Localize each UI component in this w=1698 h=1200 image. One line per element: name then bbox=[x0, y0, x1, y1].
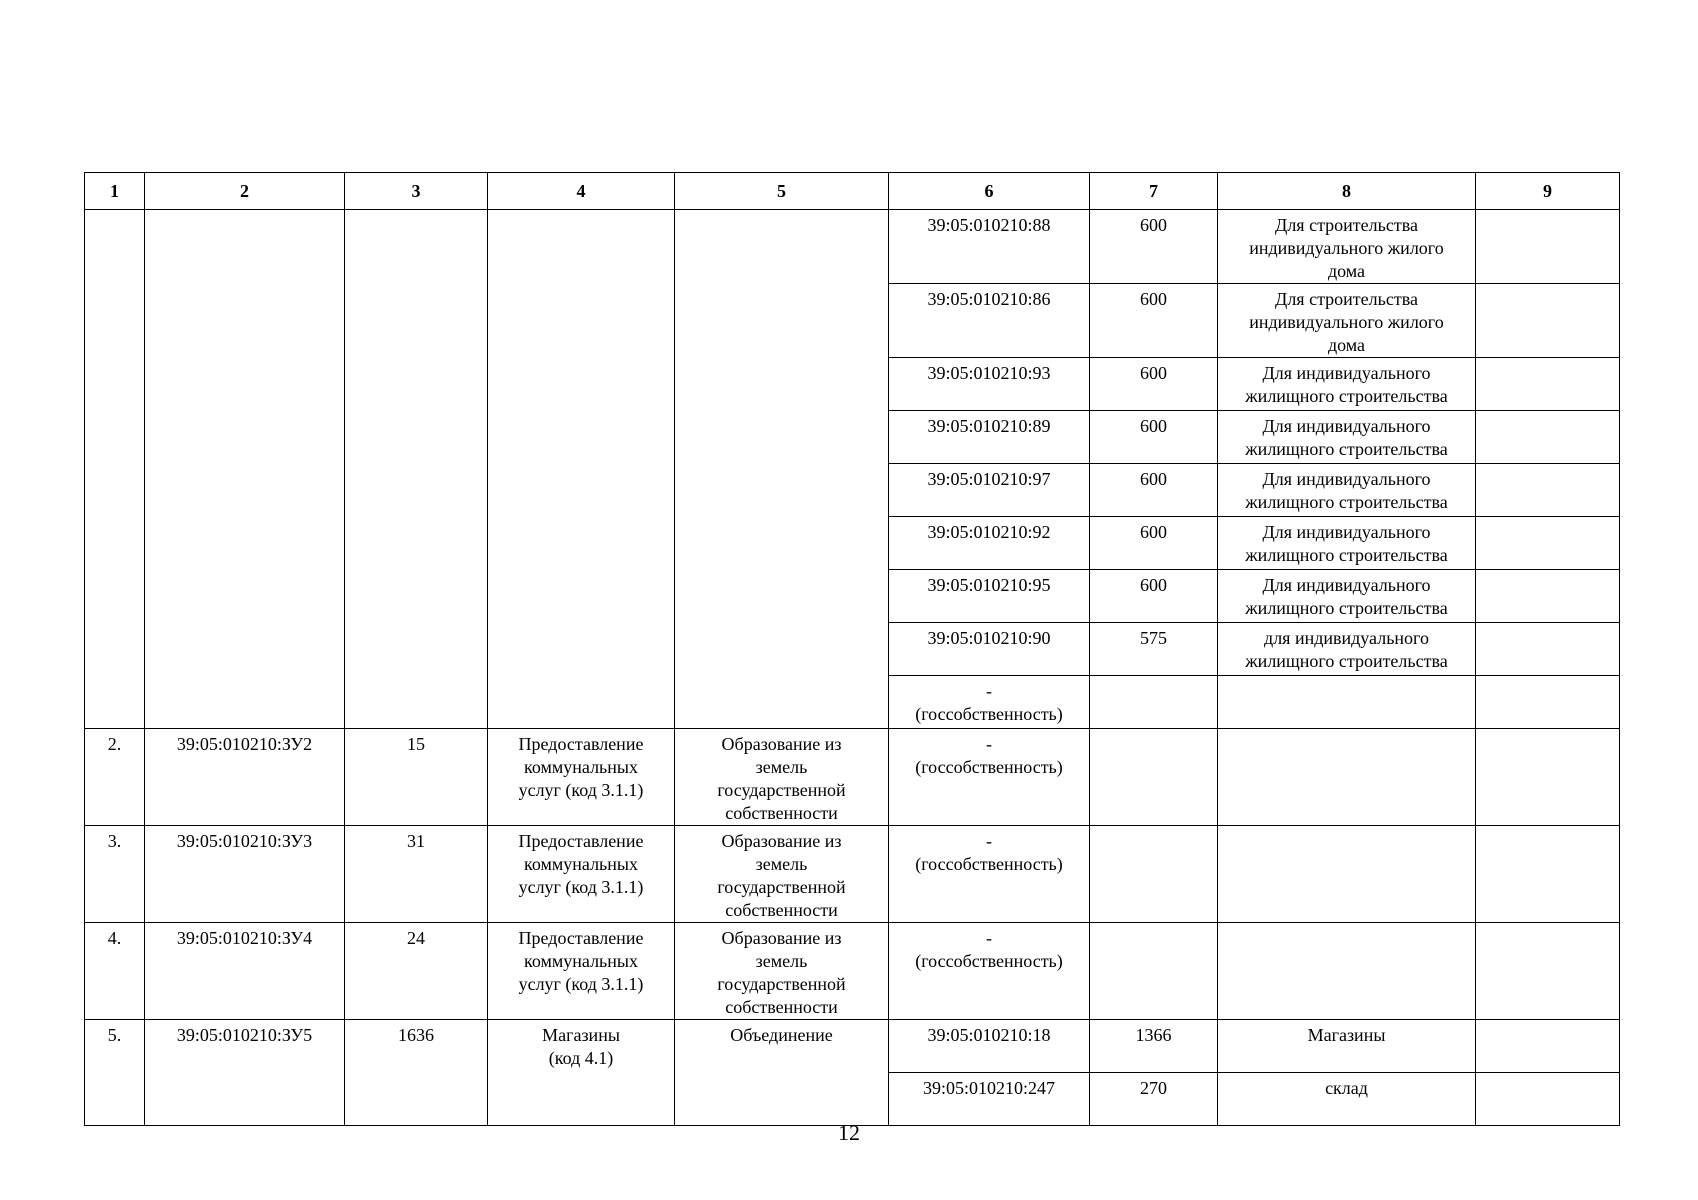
cadastral-number-cell: - (госсобственность) bbox=[889, 923, 1090, 1020]
cadastral-number-cell: 39:05:010210:89 bbox=[889, 411, 1090, 464]
table-cell bbox=[345, 517, 488, 570]
table-row bbox=[85, 826, 1620, 923]
table-cell bbox=[1476, 284, 1620, 358]
plot-area-cell: 1636 bbox=[345, 1020, 488, 1073]
cadastral-number-cell: 39:05:010210:247 bbox=[889, 1073, 1090, 1126]
table-row bbox=[85, 729, 1620, 826]
area-cell: 600 bbox=[1090, 464, 1218, 517]
table-cell bbox=[345, 358, 488, 411]
plot-area-cell: 31 bbox=[345, 826, 488, 923]
column-header: 1 bbox=[85, 173, 145, 210]
table-cell bbox=[675, 570, 889, 623]
cadastral-number-cell: 39:05:010210:18 bbox=[889, 1020, 1090, 1073]
table-cell bbox=[488, 1073, 675, 1126]
table-cell bbox=[145, 284, 345, 358]
cadastral-number-cell: 39:05:010210:92 bbox=[889, 517, 1090, 570]
table-cell bbox=[145, 464, 345, 517]
table-cell bbox=[1476, 210, 1620, 284]
column-header: 8 bbox=[1218, 173, 1476, 210]
area-cell: 1366 bbox=[1090, 1020, 1218, 1073]
plot-designation-cell: 39:05:010210:ЗУ3 bbox=[145, 826, 345, 923]
table-cell bbox=[345, 464, 488, 517]
table-cell bbox=[1476, 1073, 1620, 1126]
table-cell bbox=[345, 570, 488, 623]
area-cell: 600 bbox=[1090, 358, 1218, 411]
row-number-cell: 4. bbox=[85, 923, 145, 1020]
table-cell bbox=[488, 517, 675, 570]
table-cell bbox=[145, 358, 345, 411]
column-header: 6 bbox=[889, 173, 1090, 210]
row-number-cell: 5. bbox=[85, 1020, 145, 1073]
table-cell bbox=[675, 1073, 889, 1126]
table-row bbox=[85, 210, 1620, 284]
column-header: 7 bbox=[1090, 173, 1218, 210]
table-cell bbox=[85, 517, 145, 570]
area-cell: 575 bbox=[1090, 623, 1218, 676]
table-cell bbox=[675, 210, 889, 284]
table-cell bbox=[145, 570, 345, 623]
cadastral-number-cell: - (госсобственность) bbox=[889, 826, 1090, 923]
permitted-use-cell: Для строительства индивидуального жилого дома bbox=[1218, 210, 1476, 284]
column-header: 5 bbox=[675, 173, 889, 210]
table-cell bbox=[488, 464, 675, 517]
table-cell bbox=[1476, 570, 1620, 623]
table-cell bbox=[675, 284, 889, 358]
table-cell bbox=[345, 284, 488, 358]
table-cell bbox=[145, 623, 345, 676]
table-cell bbox=[1476, 729, 1620, 826]
permitted-use-cell: для индивидуального жилищного строительства bbox=[1218, 623, 1476, 676]
table-row bbox=[85, 923, 1620, 1020]
table-cell bbox=[85, 676, 145, 729]
plot-area-cell: 15 bbox=[345, 729, 488, 826]
table-cell bbox=[345, 210, 488, 284]
table-row bbox=[85, 464, 1620, 517]
plot-designation-cell: 39:05:010210:ЗУ2 bbox=[145, 729, 345, 826]
table-cell bbox=[675, 517, 889, 570]
formation-method-cell: Образование из земель государственной собственности bbox=[675, 729, 889, 826]
plot-area-cell: 24 bbox=[345, 923, 488, 1020]
table-row bbox=[85, 517, 1620, 570]
table-cell bbox=[675, 358, 889, 411]
table-row bbox=[85, 1073, 1620, 1126]
formation-method-cell: Образование из земель государственной собственности bbox=[675, 923, 889, 1020]
plot-designation-cell: 39:05:010210:ЗУ4 bbox=[145, 923, 345, 1020]
area-cell: 600 bbox=[1090, 284, 1218, 358]
table-cell bbox=[1476, 1020, 1620, 1073]
table-row bbox=[85, 411, 1620, 464]
table-cell bbox=[85, 284, 145, 358]
table-cell bbox=[85, 358, 145, 411]
area-cell: 600 bbox=[1090, 517, 1218, 570]
permitted-use-cell: Для индивидуального жилищного строительства bbox=[1218, 411, 1476, 464]
table-cell bbox=[1476, 623, 1620, 676]
table-cell bbox=[488, 358, 675, 411]
permitted-use-cell bbox=[1218, 826, 1476, 923]
table-cell bbox=[145, 676, 345, 729]
permitted-use-cell: Предоставление коммунальных услуг (код 3.1.1) bbox=[488, 826, 675, 923]
table-row bbox=[85, 1020, 1620, 1073]
cadastral-number-cell: 39:05:010210:97 bbox=[889, 464, 1090, 517]
table-cell bbox=[675, 623, 889, 676]
table-cell bbox=[488, 284, 675, 358]
permitted-use-cell: Для индивидуального жилищного строительства bbox=[1218, 464, 1476, 517]
table-cell bbox=[345, 411, 488, 464]
table-cell bbox=[488, 210, 675, 284]
permitted-use-cell bbox=[1218, 923, 1476, 1020]
table-cell bbox=[345, 623, 488, 676]
table-cell bbox=[1476, 464, 1620, 517]
table-cell bbox=[85, 1073, 145, 1126]
table-cell bbox=[345, 1073, 488, 1126]
table-row bbox=[85, 676, 1620, 729]
area-cell: 270 bbox=[1090, 1073, 1218, 1126]
table-row bbox=[85, 570, 1620, 623]
cadastral-number-cell: 39:05:010210:93 bbox=[889, 358, 1090, 411]
table-cell bbox=[85, 623, 145, 676]
row-number-cell: 3. bbox=[85, 826, 145, 923]
plot-designation-cell: 39:05:010210:ЗУ5 bbox=[145, 1020, 345, 1073]
table-cell bbox=[145, 411, 345, 464]
table-row bbox=[85, 623, 1620, 676]
table-cell bbox=[488, 411, 675, 464]
formation-method-cell: Объединение bbox=[675, 1020, 889, 1073]
permitted-use-cell: Для индивидуального жилищного строительства bbox=[1218, 358, 1476, 411]
formation-method-cell: Образование из земель государственной собственности bbox=[675, 826, 889, 923]
table-cell bbox=[488, 623, 675, 676]
row-number-cell: 2. bbox=[85, 729, 145, 826]
area-cell bbox=[1090, 729, 1218, 826]
cadastral-number-cell: - (госсобственность) bbox=[889, 729, 1090, 826]
permitted-use-cell: Предоставление коммунальных услуг (код 3.1.1) bbox=[488, 923, 675, 1020]
table-cell bbox=[145, 210, 345, 284]
permitted-use-cell: Для строительства индивидуального жилого дома bbox=[1218, 284, 1476, 358]
table-cell bbox=[675, 411, 889, 464]
cadastral-number-cell: 39:05:010210:95 bbox=[889, 570, 1090, 623]
table-cell bbox=[85, 411, 145, 464]
permitted-use-cell: Предоставление коммунальных услуг (код 3.1.1) bbox=[488, 729, 675, 826]
table-cell bbox=[675, 464, 889, 517]
column-header: 2 bbox=[145, 173, 345, 210]
table-cell bbox=[1476, 826, 1620, 923]
table-row bbox=[85, 358, 1620, 411]
permitted-use-cell bbox=[1218, 676, 1476, 729]
cadastral-number-cell: - (госсобственность) bbox=[889, 676, 1090, 729]
table-cell bbox=[1476, 411, 1620, 464]
table-cell bbox=[675, 676, 889, 729]
land-plots-table bbox=[84, 172, 1620, 1126]
column-header: 4 bbox=[488, 173, 675, 210]
column-header: 3 bbox=[345, 173, 488, 210]
table-cell bbox=[1476, 517, 1620, 570]
cadastral-number-cell: 39:05:010210:90 bbox=[889, 623, 1090, 676]
table-cell bbox=[1476, 923, 1620, 1020]
table-cell bbox=[145, 1073, 345, 1126]
permitted-use-cell bbox=[1218, 729, 1476, 826]
area-cell: 600 bbox=[1090, 411, 1218, 464]
table-header-row bbox=[85, 173, 1620, 210]
table-cell bbox=[345, 676, 488, 729]
area-cell bbox=[1090, 826, 1218, 923]
cadastral-number-cell: 39:05:010210:86 bbox=[889, 284, 1090, 358]
column-header: 9 bbox=[1476, 173, 1620, 210]
page-number: 12 bbox=[838, 1120, 860, 1145]
table-cell bbox=[145, 517, 345, 570]
permitted-use-cell: Для индивидуального жилищного строительства bbox=[1218, 517, 1476, 570]
table-cell bbox=[85, 570, 145, 623]
table-cell bbox=[1476, 358, 1620, 411]
area-cell: 600 bbox=[1090, 570, 1218, 623]
permitted-use-cell: Магазины bbox=[1218, 1020, 1476, 1073]
permitted-use-cell: Магазины (код 4.1) bbox=[488, 1020, 675, 1073]
table-cell bbox=[488, 676, 675, 729]
table-cell bbox=[85, 464, 145, 517]
area-cell bbox=[1090, 923, 1218, 1020]
area-cell bbox=[1090, 676, 1218, 729]
area-cell: 600 bbox=[1090, 210, 1218, 284]
cadastral-number-cell: 39:05:010210:88 bbox=[889, 210, 1090, 284]
table-cell bbox=[85, 210, 145, 284]
table-row bbox=[85, 284, 1620, 358]
permitted-use-cell: Для индивидуального жилищного строительства bbox=[1218, 570, 1476, 623]
permitted-use-cell: склад bbox=[1218, 1073, 1476, 1126]
table-cell bbox=[1476, 676, 1620, 729]
table-cell bbox=[488, 570, 675, 623]
